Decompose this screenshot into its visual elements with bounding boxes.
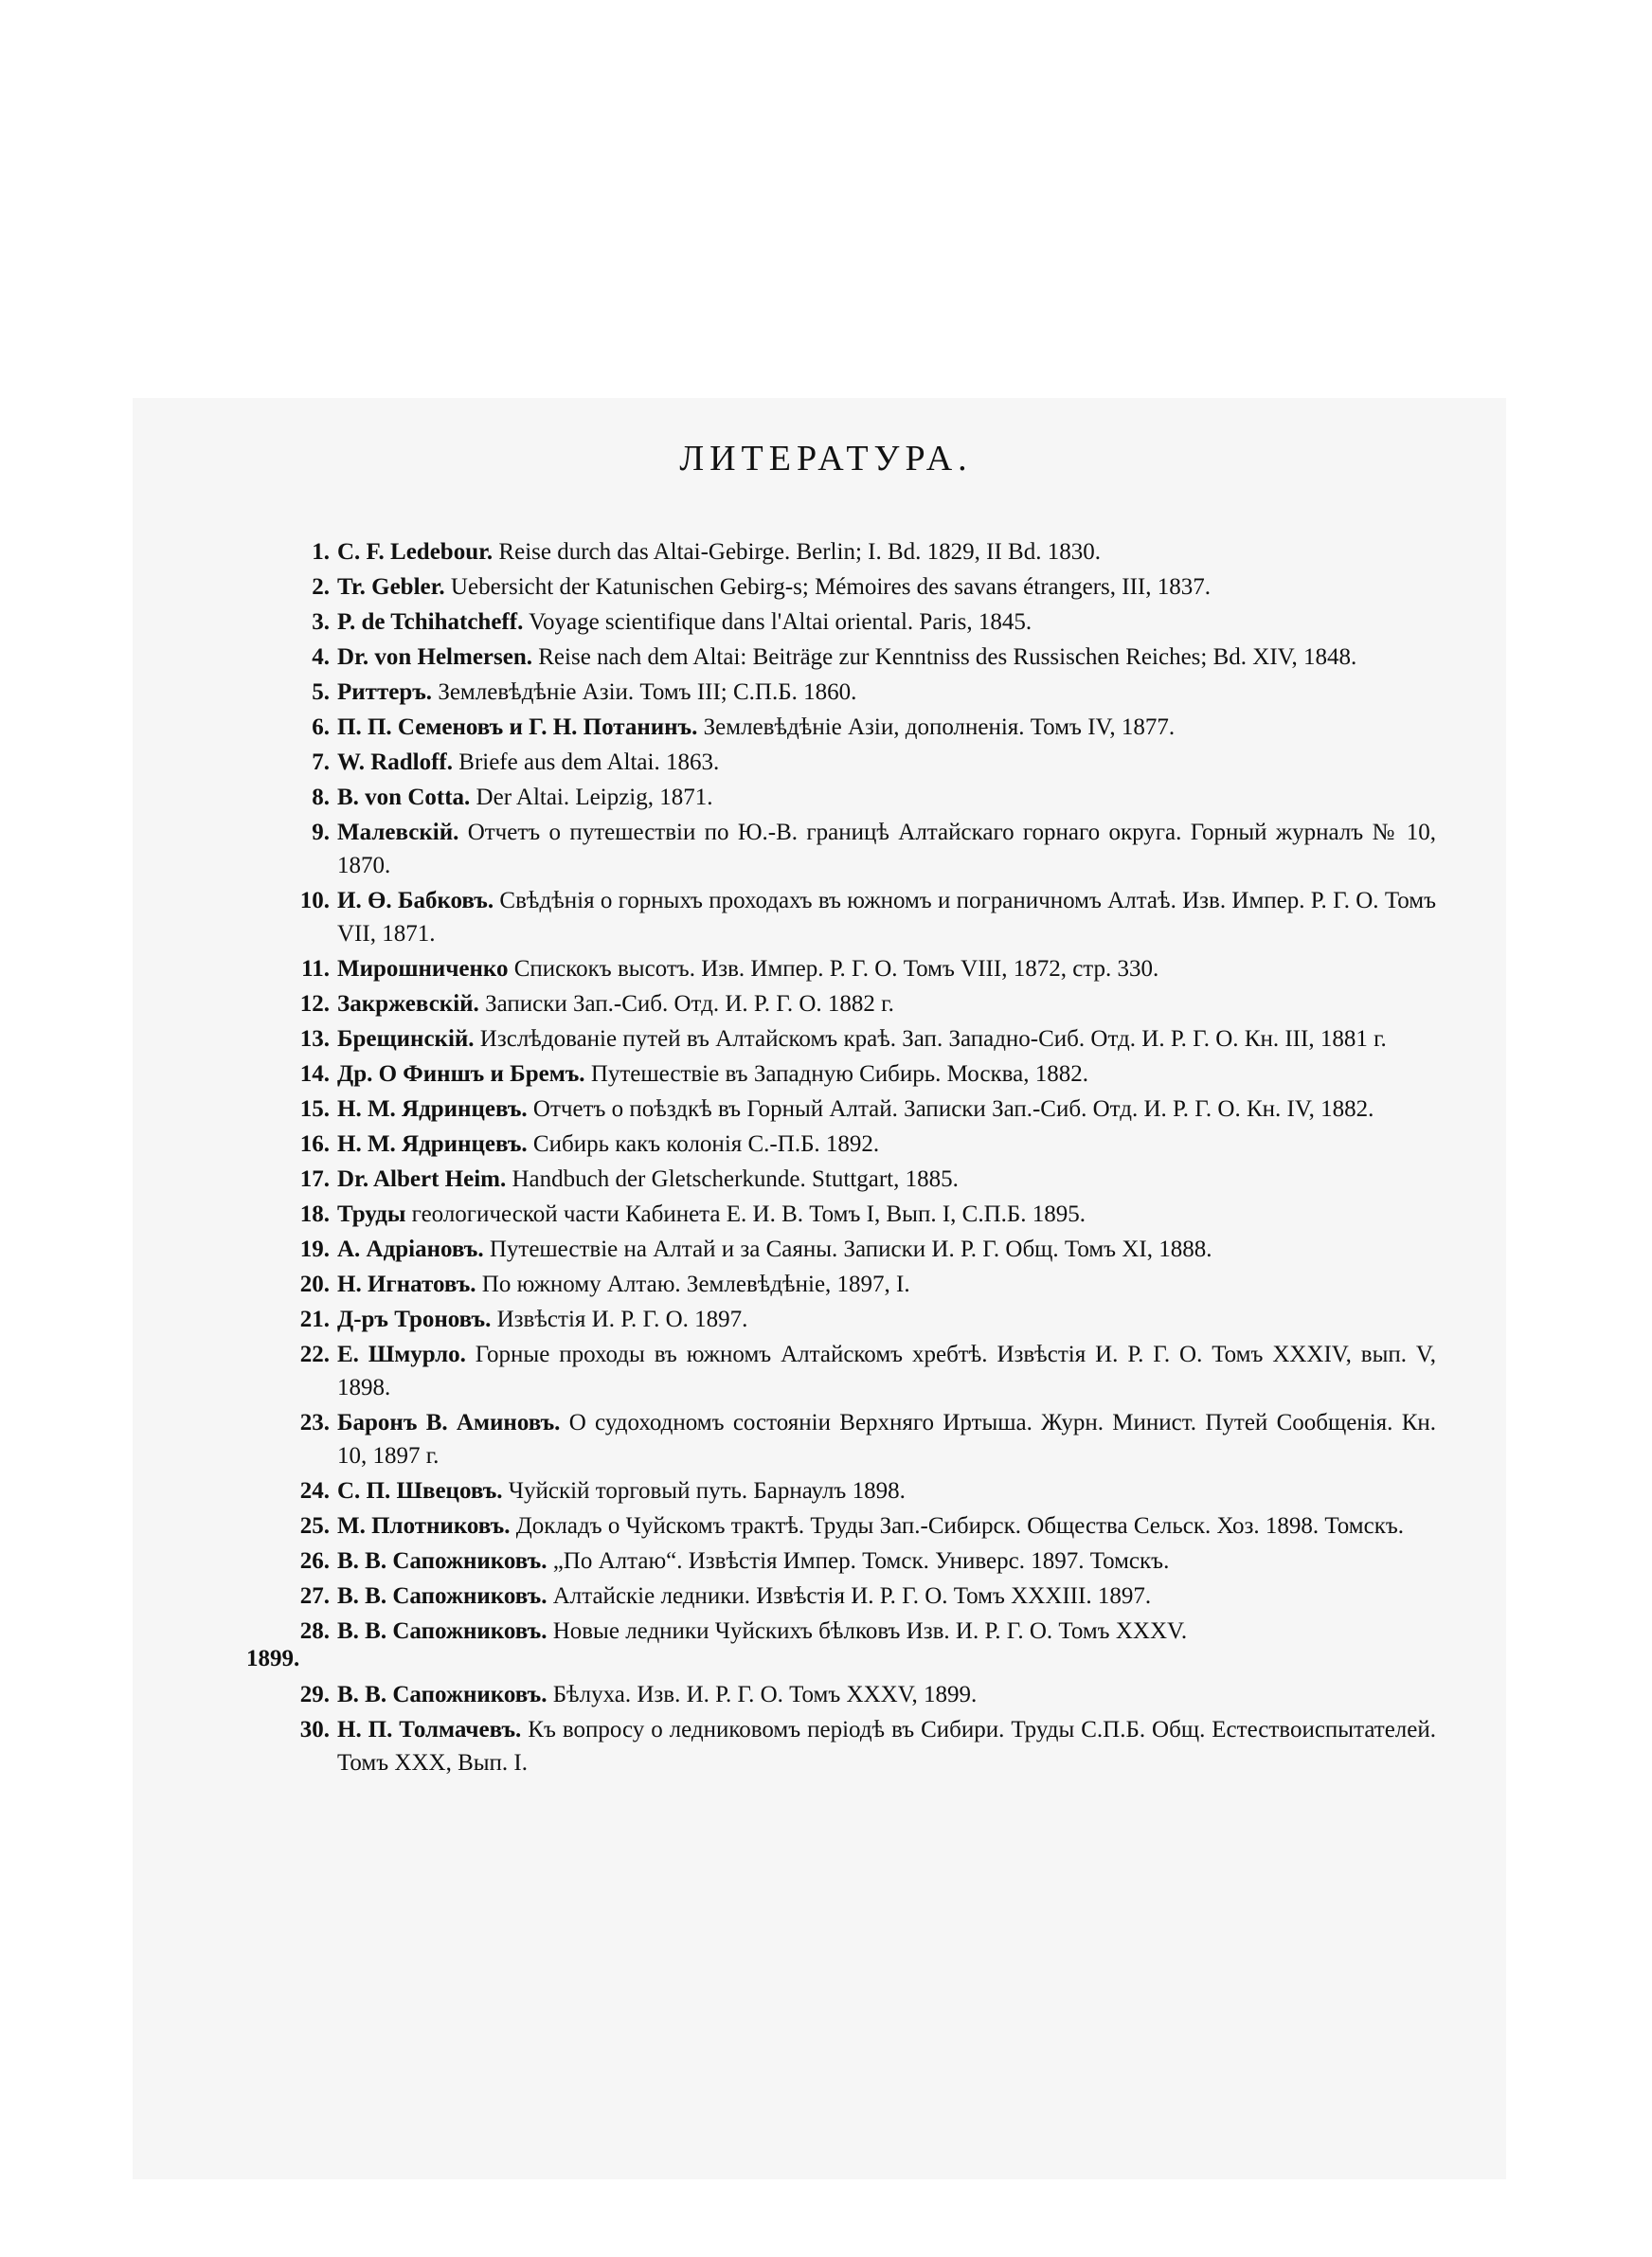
reference-number: 29. [299, 1682, 330, 1707]
reference-text: Reise durch das Altai-Gebirge. Berlin; I. Bd. 1829, II Bd. 1830. [498, 539, 1101, 565]
reference-author: B. von Cotta. [337, 785, 471, 810]
reference-item [284, 884, 1436, 950]
reference-author: Н. М. Ядринцевъ. [337, 1096, 528, 1122]
reference-item [284, 1509, 1436, 1543]
reference-author: В. В. Сапожниковъ. [337, 1548, 548, 1574]
reference-item [284, 1544, 1436, 1578]
reference-item [284, 1406, 1436, 1472]
reference-text: Свѣдѣнія о горныхъ проходахъ въ южномъ и пограничномъ Алтаѣ. Изв. Импер. Р. Г. О. Томъ VII, 1871. [337, 888, 1436, 947]
reference-item [284, 1092, 1436, 1126]
reference-author: Мирошниченко [337, 956, 509, 982]
reference-number: 24. [299, 1478, 330, 1504]
reference-number: 12. [299, 991, 330, 1017]
reference-text: Бѣлуха. Изв. И. Р. Г. О. Томъ XXXV, 1899. [552, 1682, 978, 1707]
reference-item [284, 641, 1436, 674]
reference-text: По южному Алтаю. Землевѣдѣніе, 1897, I. [481, 1272, 910, 1297]
reference-author: Dr. Albert Heim. [337, 1166, 507, 1192]
reference-author: П. П. Семеновъ и Г. Н. Потанинъ. [337, 714, 698, 740]
reference-number: 6. [312, 714, 330, 740]
reference-number: 25. [299, 1513, 330, 1539]
reference-author: P. de Tchihatcheff. [337, 609, 524, 635]
reference-item [284, 1615, 1436, 1648]
reference-item [284, 1163, 1436, 1196]
reference-author: Закржевскій. [337, 991, 479, 1017]
reference-author: В. В. Сапожниковъ. [337, 1618, 548, 1644]
reference-item [284, 952, 1436, 985]
reference-number: 20. [299, 1272, 330, 1297]
reference-item [284, 1338, 1436, 1404]
reference-number: 17. [299, 1166, 330, 1192]
reference-number: 27. [299, 1583, 330, 1609]
reference-item [284, 1268, 1436, 1301]
reference-item [284, 1713, 1436, 1779]
reference-number: 13. [299, 1026, 330, 1052]
reference-author: Е. Шмурло. [337, 1342, 466, 1367]
reference-author: Dr. von Helmersen. [337, 644, 532, 670]
reference-author: В. В. Сапожниковъ. [337, 1682, 548, 1707]
reference-item [284, 570, 1436, 604]
reference-text: Сибирь какъ колонія С.-П.Б. 1892. [532, 1131, 880, 1157]
reference-text: Алтайскіе ледники. Извѣстія И. Р. Г. О. Томъ XXXIII. 1897. [552, 1583, 1152, 1609]
reference-number: 21. [299, 1307, 330, 1332]
reference-text: „По Алтаю“. Извѣстія Импер. Томск. Универс. 1897. Томскъ. [552, 1548, 1170, 1574]
reference-number: 5. [312, 679, 330, 705]
reference-item [284, 1678, 1436, 1711]
reference-text: Записки Зап.-Сиб. Отд. И. Р. Г. О. 1882 г. [485, 991, 894, 1017]
reference-number: 22. [299, 1342, 330, 1367]
reference-text: Отчетъ о путешествіи по Ю.-В. границѣ Алтайскаго горнаго округа. Горный журналъ № 10, 1870. [337, 820, 1437, 878]
reference-author: А. Адріановъ. [337, 1237, 484, 1262]
reference-text: Путешествіе на Алтай и за Саяны. Записки И. Р. Г. Общ. Томъ XI, 1888. [489, 1237, 1212, 1262]
reference-text: Землевѣдѣніе Азіи, дополненія. Томъ IV, 1877. [703, 714, 1176, 740]
reference-author: Д-ръ Троновъ. [337, 1307, 492, 1332]
reference-number: 11. [301, 956, 330, 982]
reference-number: 23. [299, 1410, 330, 1435]
reference-author: М. Плотниковъ. [337, 1513, 511, 1539]
reference-author: Н. П. Толмачевъ. [337, 1717, 522, 1742]
reference-number: 30. [299, 1717, 330, 1742]
reference-item [284, 711, 1436, 744]
reference-number: 7. [312, 749, 330, 775]
reference-text: Voyage scientifique dans l'Altai oriental. Paris, 1845. [529, 609, 1032, 635]
reference-text: Reise nach dem Altai: Beiträge zur Kenntniss des Russischen Reiches; Bd. XIV, 1848. [538, 644, 1357, 670]
reference-text: Извѣстія И. Р. Г. О. 1897. [496, 1307, 748, 1332]
reference-author: Баронъ В. Аминовъ. [337, 1410, 561, 1435]
reference-author: В. В. Сапожниковъ. [337, 1583, 548, 1609]
reference-author: C. F. Ledebour. [337, 539, 494, 565]
reference-number: 1. [312, 539, 330, 565]
reference-item [284, 1233, 1436, 1266]
reference-item [284, 781, 1436, 814]
reference-number: 15. [299, 1096, 330, 1122]
reference-number: 3. [312, 609, 330, 635]
reference-number: 8. [312, 785, 330, 810]
reference-author: Др. О Финшъ и Бремъ. [337, 1061, 585, 1087]
reference-number: 16. [299, 1131, 330, 1157]
reference-item [284, 1128, 1436, 1161]
reference-text: Землевѣдѣніе Азіи. Томъ III; С.П.Б. 1860. [438, 679, 857, 705]
reference-number: 28. [299, 1618, 330, 1644]
reference-author: W. Radloff. [337, 749, 454, 775]
reference-author: Tr. Gebler. [337, 574, 445, 600]
reference-item [284, 816, 1436, 882]
reference-text: Докладъ о Чуйскомъ трактѣ. Труды Зап.-Сибирск. Общества Сельск. Хоз. 1898. Томскъ. [515, 1513, 1405, 1539]
reference-item [284, 1198, 1436, 1231]
reference-text: Der Altai. Leipzig, 1871. [476, 785, 713, 810]
reference-author: С. П. Швецовъ. [337, 1478, 503, 1504]
reference-author: Риттеръ. [337, 679, 433, 705]
page-title: ЛИТЕРАТУРА. [679, 439, 973, 478]
reference-number: 14. [299, 1061, 330, 1087]
reference-text: О судоходномъ состояніи Верхняго Иртыша. Журн. Минист. Путей Сообщенія. Кн. 10, 1897 г. [337, 1410, 1437, 1469]
reference-number: 9. [312, 820, 330, 845]
reference-item [284, 1303, 1436, 1336]
reference-number: 18. [299, 1201, 330, 1227]
reference-item [284, 676, 1436, 709]
reference-number: 10. [299, 888, 330, 913]
reference-item [284, 746, 1436, 779]
reference-text: Горные проходы въ южномъ Алтайскомъ хребтѣ. Извѣстія И. Р. Г. О. Томъ XXXIV, вып. V, 1898. [337, 1342, 1436, 1400]
reference-text: геологической части Кабинета Е. И. В. Томъ I, Вып. I, С.П.Б. 1895. [411, 1201, 1086, 1227]
reference-number: 26. [299, 1548, 330, 1574]
reference-item [284, 605, 1436, 639]
reference-list [284, 535, 1437, 1776]
reference-text: Изслѣдованіе путей въ Алтайскомъ краѣ. Зап. Западно-Сиб. Отд. И. Р. Г. О. Кн. III, 1881 г. [479, 1026, 1387, 1052]
ref-28-year-overflow: 1899. [246, 1646, 300, 1671]
reference-author: Брещинскій. [337, 1026, 475, 1052]
reference-text: Новые ледники Чуйскихъ бѣлковъ Изв. И. Р. Г. О. Томъ XXXV. [552, 1618, 1188, 1644]
reference-author: И. Ө. Бабковъ. [337, 888, 494, 913]
reference-text: Къ вопросу о ледниковомъ періодѣ въ Сибири. Труды С.П.Б. Общ. Естествоиспытателей. Томъ XXX, Вып. I. [337, 1717, 1436, 1776]
reference-author: Труды [337, 1201, 406, 1227]
reference-author: Н. М. Ядринцевъ. [337, 1131, 528, 1157]
reference-item [284, 535, 1436, 569]
reference-number: 19. [299, 1237, 330, 1262]
reference-text: Путешествіе въ Западную Сибирь. Москва, 1882. [590, 1061, 1088, 1087]
reference-author: Малевскій. [337, 820, 459, 845]
reference-item [284, 1580, 1436, 1613]
reference-text: Чуйскій торговый путь. Барнаулъ 1898. [508, 1478, 906, 1504]
reference-text: Handbuch der Gletscherkunde. Stuttgart, 1885. [512, 1166, 959, 1192]
reference-text: Uebersicht der Katunischen Gebirg-s; Mémoires des savans étrangers, III, 1837. [450, 574, 1211, 600]
reference-text: Briefe aus dem Altai. 1863. [458, 749, 720, 775]
reference-item [284, 1057, 1436, 1091]
reference-number: 4. [312, 644, 330, 670]
reference-item [284, 1474, 1436, 1508]
reference-item [284, 987, 1436, 1020]
reference-author: Н. Игнатовъ. [337, 1272, 476, 1297]
reference-number: 2. [312, 574, 330, 600]
reference-text: Спискокъ высотъ. Изв. Импер. Р. Г. О. Томъ VIII, 1872, стр. 330. [513, 956, 1159, 982]
reference-item [284, 1022, 1436, 1056]
reference-text: Отчетъ о поѣздкѣ въ Горный Алтай. Записки Зап.-Сиб. Отд. И. Р. Г. О. Кн. IV, 1882. [532, 1096, 1374, 1122]
